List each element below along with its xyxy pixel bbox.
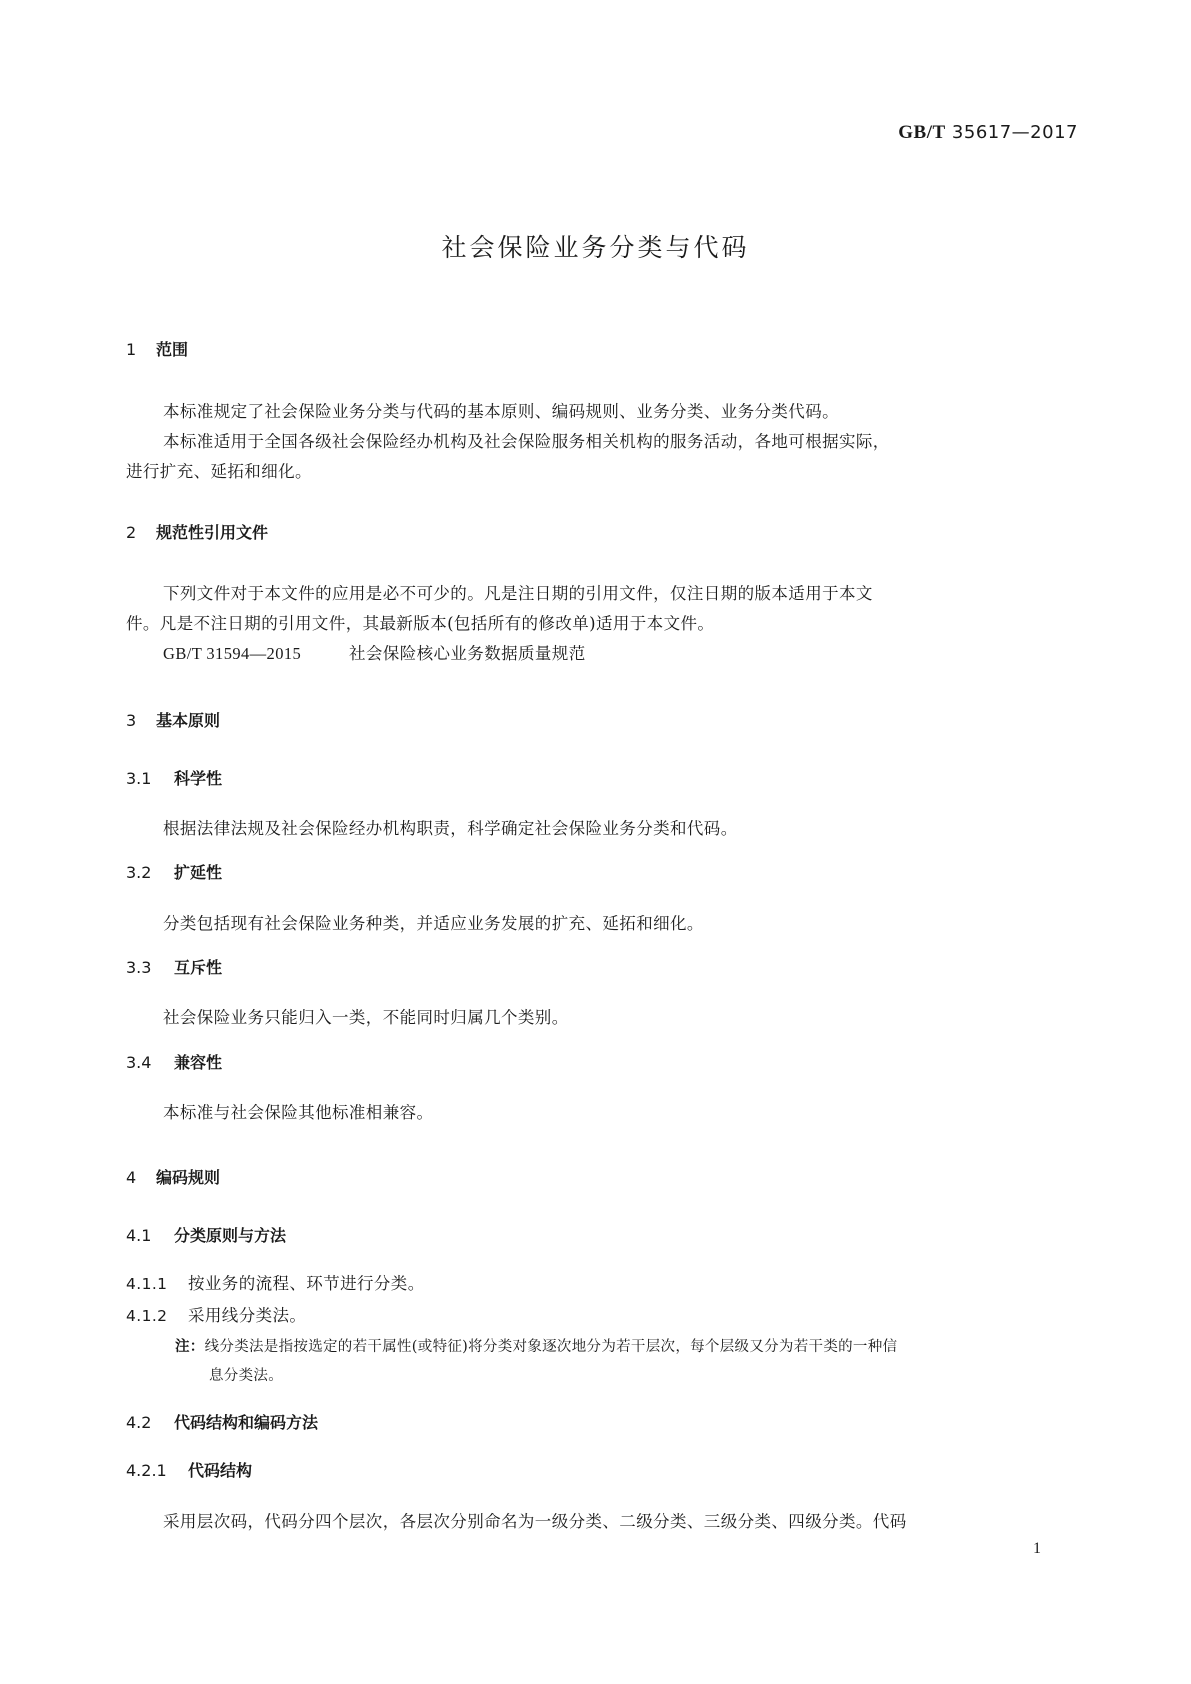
paragraph: 根据法律法规及社会保险经办机构职责，科学确定社会保险业务分类和代码。 xyxy=(163,819,738,838)
section-title: 规范性引用文件 xyxy=(156,523,269,542)
section-number: 3.1 xyxy=(126,769,152,788)
clause-number: 4.1.2 xyxy=(126,1307,168,1325)
section-number: 3.4 xyxy=(126,1053,152,1072)
section-title: 分类原则与方法 xyxy=(174,1226,287,1245)
clause-4-1-1 xyxy=(126,1270,425,1294)
section-4-2-1-heading xyxy=(126,1458,252,1481)
clause-4-1-2 xyxy=(126,1302,306,1326)
section-number: 4.2.1 xyxy=(126,1461,167,1480)
standard-code: 35617—2017 xyxy=(951,122,1078,143)
paragraph-continuation: 进行扩充、延拓和细化。 xyxy=(126,462,312,481)
section-title: 编码规则 xyxy=(156,1168,221,1187)
section-2-heading xyxy=(126,520,268,543)
paragraph: 分类包括现有社会保险业务种类，并适应业务发展的扩充、延拓和细化。 xyxy=(163,914,704,933)
section-number: 2 xyxy=(126,523,137,542)
document-title: 社会保险业务分类与代码 xyxy=(441,233,750,262)
section-title: 互斥性 xyxy=(174,958,223,977)
section-number: 1 xyxy=(126,340,137,359)
section-title: 代码结构和编码方法 xyxy=(174,1413,319,1432)
section-3-1-heading xyxy=(126,766,222,789)
section-4-2-heading xyxy=(126,1410,318,1433)
note-label: 注： xyxy=(175,1339,205,1355)
section-title: 基本原则 xyxy=(156,711,221,730)
page-number: 1 xyxy=(1033,1540,1041,1557)
section-1-heading xyxy=(126,337,188,360)
clause-text: 按业务的流程、环节进行分类。 xyxy=(188,1274,425,1293)
paragraph: 本标准规定了社会保险业务分类与代码的基本原则、编码规则、业务分类、业务分类代码。 xyxy=(163,402,839,421)
section-title: 扩延性 xyxy=(174,863,223,882)
section-4-1-heading xyxy=(126,1223,286,1246)
paragraph-continuation: 件。凡是不注日期的引用文件，其最新版本(包括所有的修改单)适用于本文件。 xyxy=(126,614,715,633)
note-continuation: 息分类法。 xyxy=(209,1368,283,1384)
section-3-3-heading xyxy=(126,955,222,978)
paragraph: 本标准与社会保险其他标准相兼容。 xyxy=(163,1103,434,1122)
note xyxy=(175,1335,897,1356)
section-4-heading xyxy=(126,1165,220,1188)
section-number: 4.1 xyxy=(126,1226,152,1245)
section-3-2-heading xyxy=(126,860,222,883)
note-text: 线分类法是指按选定的若干属性(或特征)将分类对象逐次地分为若干层次，每个层级又分为若干类的一种信 xyxy=(204,1339,898,1355)
section-3-4-heading xyxy=(126,1050,222,1073)
standard-prefix: GB/T xyxy=(898,122,946,143)
section-title: 代码结构 xyxy=(188,1461,253,1480)
section-title: 兼容性 xyxy=(174,1053,223,1072)
reference-code: GB/T 31594—2015 xyxy=(163,644,302,663)
paragraph: 下列文件对于本文件的应用是必不可少的。凡是注日期的引用文件，仅注日期的版本适用于本文 xyxy=(163,584,873,603)
section-number: 4 xyxy=(126,1168,137,1187)
paragraph: 采用层次码，代码分四个层次，各层次分别命名为一级分类、二级分类、三级分类、四级分类。代码 xyxy=(163,1512,907,1531)
reference-title: 社会保险核心业务数据质量规范 xyxy=(349,644,586,663)
clause-text: 采用线分类法。 xyxy=(188,1306,307,1325)
clause-number: 4.1.1 xyxy=(126,1275,168,1293)
section-number: 3.3 xyxy=(126,958,152,977)
section-3-heading xyxy=(126,708,220,731)
paragraph: 本标准适用于全国各级社会保险经办机构及社会保险服务相关机构的服务活动，各地可根据实际， xyxy=(163,432,890,451)
normative-reference xyxy=(163,640,586,664)
section-title: 科学性 xyxy=(174,769,223,788)
section-number: 3 xyxy=(126,711,137,730)
section-title: 范围 xyxy=(156,340,189,359)
section-number: 3.2 xyxy=(126,863,152,882)
section-number: 4.2 xyxy=(126,1413,152,1432)
paragraph: 社会保险业务只能归入一类，不能同时归属几个类别。 xyxy=(163,1008,569,1027)
standard-number xyxy=(898,122,1078,144)
